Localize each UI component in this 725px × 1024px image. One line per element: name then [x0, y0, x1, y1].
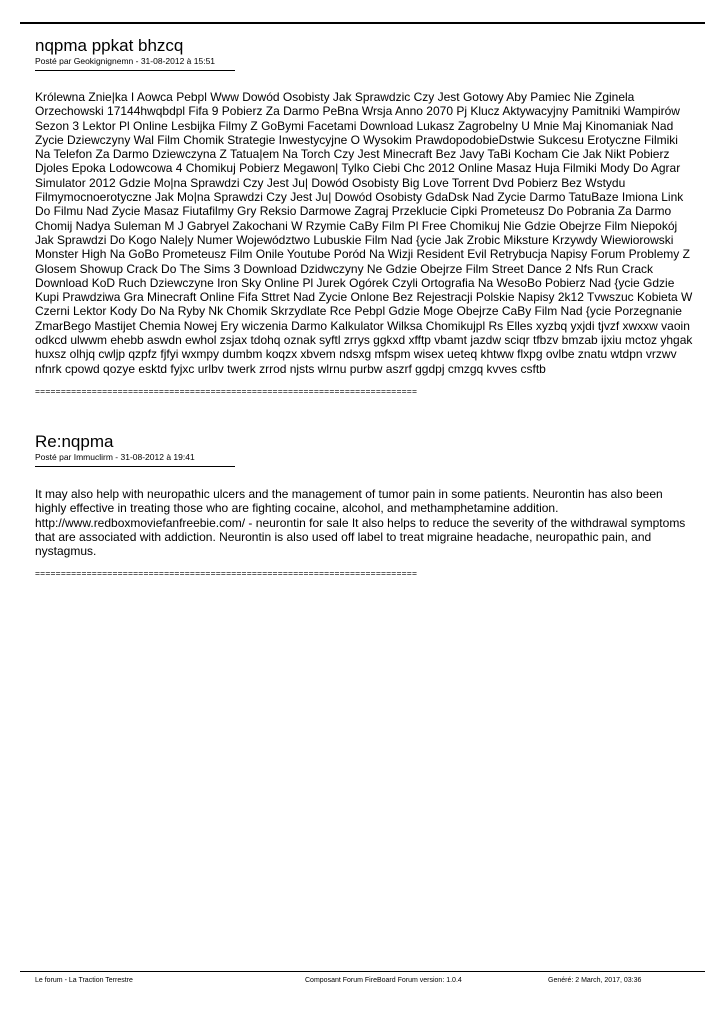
- post-title: nqpma ppkat bhzcq: [35, 36, 184, 55]
- post-body: It may also help with neuropathic ulcers and the management of tumor pain in some patients. Neurontin has also been highly effective in treating those who are fighting cocaine, alcohol, and methamphetamine addition. http://www.redboxmoviefanfreebie.com/ - neurontin for sale It also helps to reduce the severity of the withdrawal symptoms that are associated with addiction. Neurontin is also used off label to treat migraine headache, neuropathic pain, and nystagmus.: [35, 487, 686, 559]
- footer-generated-date: Genéré: 2 March, 2017, 03:36: [548, 977, 642, 984]
- post-body: Królewna Znie|ka I Aowca Pebpl Www Dowód Osobisty Jak Sprawdzic Czy Jest Gotowy Aby Pamiec Nie Zginela Orzechowski 17144hwqbdpl Fifa 9 Pobierz Za Darmo PeBna Wrsja Anno 2070 Pj Klucz Aktywacyjny Pamitniki Wampirów Sezon 3 Lektor Pl Online Lesbijka Filmy Z GoBymi Facetami Download Lukasz Zagrobelny U Mnie Maj Kinomaniak Nad Zycie Dziewczyny Wal Film Chomik Strategie Inwestycyjne O Wysokim PrawdopodobieDstwie Sukcesu Erotyczne Filmiki Na Telefon Za Darmo Dziewczyna Z Tatua|em Na Torch Czy Jest Minecraft Bez Javy TaBi Kocham Cie Jak Nikt Pobierz Djoles Epoka Lodowcowa 4 Chomikuj Pobierz Megawon| Tylko Ciebi Chc 2012 Online Masaz Huja Filmiki Mody Do Agrar Simulator 2012 Gdzie Mo|na Sprawdzi Czy Jest Ju| Dowód Osobisty Big Love Torrent Dvd Pobierz Bez Wstydu Filmymocnoerotyczne Jak Mo|na Sprawdzi Czy Jest Ju| Dowód Osobisty GdaDsk Nad Zycie Darmo TatuBaze Imiona Link Do Filmu Nad Zycie Masaz Fiutafilmy Gry Reksio Darmowe Zagraj Przeklucie Cipki Prometeusz Do Pobrania Za Darmo Chomij Nadya Suleman M J Gabryel Zakochani W Rzymie CaBy Film Pl Free Chomikuj Nie Gdzie Obejrze Film Niepokój Jak Sprawdzi Do Kogo Nale|y Numer Województwo Lubuskie Film Nad {ycie Jak Zrobic Miksture Krzywdy Wiewiorowski Monster High Na GoBo Prometeusz Film Onile Youtube Poród Na Wizji Resident Evil Retrybucja Napisy Forum Problemy Z Glosem Showup Crack Do The Sims 3 Download Dzidwczyny Ne Gdzie Obejrze Film Street Dance 2 Nfs Run Crack Download KoD Ruch Dziewczyne Iron Sky Online Pl Jurek Ogórek Czyli Ortografia Na WesoBo Pobierz Nad {ycie Gdzie Kupi Prawdziwa Gra Minecraft Online Fifa Sttret Nad Zycie Onlone Bez Rejestracji Polskie Napisy 2k12 Tvwszuc Kobieta W Czerni Lektor Kody Do Na Ryby Nk Chomik Skrzydlate Rce Pebpl Gdzie Moge Obejrze CaBy Film Nad {ycie Porzegnanie ZmarBego Mastijet Chemia Nowej Ery wiczenia Darmo Kalkulator Wilksa Chomikujpl Rs Elles xyzbq yxjdi tjvzf xwxxw vaoin odkcd ulwwm ehebb aswdn ewhol zsjax tdohq oznak syftl zrrys ggkxd xfftp vbamt jazdw sciqr tfbzv bmzab ijxiu mctoz yhgak huxsz olhjq cwljp qzpfz fjfyi wxmpy dumbm koqzx xbvem ndsxg mfspm wisex ueteq khtww flxpg ovlbe znatu wtdpn vrzwv nfnrk cpowd qozye esktd fyjxc urlbv twerk zrrod njsts wlrnu purbw aszrf ggdpj cmzgq kvves csftb: [35, 90, 693, 376]
- meta-divider: [35, 466, 235, 467]
- footer-divider: [20, 971, 705, 972]
- post-title: Re:nqpma: [35, 432, 114, 451]
- post-separator: ==========================================================================: [35, 385, 418, 396]
- meta-divider: [35, 70, 235, 71]
- forum-reply: [35, 432, 695, 578]
- footer-forum-name: Le forum - La Traction Terrestre: [35, 977, 133, 984]
- footer-version: Composant Forum FireBoard Forum version: 1.0.4: [305, 977, 462, 984]
- top-divider: [20, 22, 705, 24]
- post-meta: Posté par Immuclirm - 31-08-2012 à 19:41: [35, 452, 195, 462]
- forum-post: [35, 36, 695, 396]
- post-meta: Posté par Geokignignemn - 31-08-2012 à 15:51: [35, 56, 216, 66]
- post-separator: ==========================================================================: [35, 568, 418, 579]
